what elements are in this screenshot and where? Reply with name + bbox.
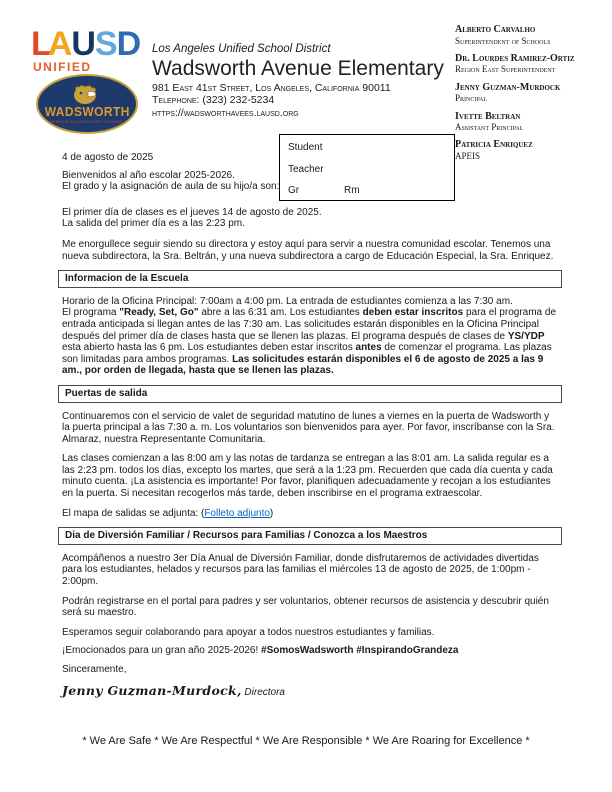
school-name: Wadsworth Avenue Elementary <box>152 57 444 80</box>
first-day-lines <box>62 207 556 230</box>
info-bold-inscritos: deben estar inscritos <box>362 307 464 319</box>
info-bold-solicitudes: Las solicitudes estarán disponibles el 6 de agosto de 2025 a las 9 am., por orden de llegada, hasta que se llenen las plazas. <box>62 353 544 377</box>
info-text: Horario de la Oficina Principal: 7:00am a 4:00 pm. La entrada de estudiantes comienza a las 7:30 am. <box>62 295 513 307</box>
hashtags: #SomosWadsworth #InspirandoGrandeza <box>261 645 459 657</box>
lausd-unified-label: UNIFIED <box>33 60 92 74</box>
teacher-label: Teacher <box>288 164 324 175</box>
official-region-superintendent <box>455 53 607 75</box>
puertas-paragraph-1: Continuaremos con el servicio de valet de seguridad matutino de lunes a viernes en la puerta de Wadsworth y la puerta principal a las 7:30 a. m. Los voluntarios son bienvenidos para ayer. Por favor, inscríbanse con la Sra. Almaraz, nuestra Representante Comunitaria. <box>62 410 555 445</box>
school-logo-name: WADSWORTH <box>44 104 130 119</box>
signature-role: Directora <box>244 686 285 698</box>
map-line-text: El mapa de salidas se adjunta: ( <box>62 507 205 519</box>
student-info-box <box>279 134 455 201</box>
section-header-informacion: Informacion de la Escuela <box>58 270 562 288</box>
lausd-logo <box>31 27 140 61</box>
grade-label: Gr <box>288 185 300 196</box>
official-name: Jenny Guzman-Murdock <box>455 81 561 93</box>
section-header-puertas: Puertas de salida <box>58 385 562 403</box>
closing-line: Sinceramente, <box>62 664 127 675</box>
official-principal <box>455 82 607 104</box>
official-name: Alberto Carvalho <box>455 24 536 35</box>
diversion-paragraph-1: Acompáñenos a nuestro 3er Día Anual de Diversión Familiar, donde disfrutaremos de actividades divertidas para los estudiantes, helados y recursos para las familias el miércoles 13 de agosto de 2025, de 1:00pm - 2:00pm. <box>62 552 539 588</box>
informacion-paragraph <box>62 296 556 377</box>
official-assistant-principal <box>455 111 607 133</box>
map-line-text: ) <box>269 507 274 519</box>
lausd-letter-a: A <box>47 25 72 63</box>
info-text: abre a las 6:31 am. Los estudiantes <box>198 307 363 319</box>
excited-line <box>62 645 556 657</box>
diversion-paragraph-3: Esperamos seguir colaborando para apoyar a todos nuestros estudiantes y familias. <box>62 626 435 638</box>
excited-text: ¡Emocionados para un gran año 2025-2026! <box>62 645 262 657</box>
welcome-paragraph: Me enorgullece seguir siendo su directora y estoy aquí para servir a nuestra comunidad escolar. Tenemos una nueva subdirectora, la Sra. Beltrán, y una nueva subdirectora a cargo de Educación Especial, la Sra. Enriquez. <box>62 238 554 262</box>
district-name: Los Angeles Unified School District <box>152 43 331 55</box>
info-text: El programa <box>62 307 120 319</box>
puertas-paragraph-2: Las clases comienzan a las 8:00 am y las notas de tardanza se entregan a las 8:01 am. La salida regular es a las 2:23 pm. todos los días, excepto los martes, que será a la 1:23 pm. Recuerden que cada día cuenta y cada minuto cuenta. ¡La asistencia es importante! Por favor, planifiquen adecuadamente y recojan a los estudiantes en la puerta. Si necesitan recogerlos más tarde, deben inscribirse en el programa extraescolar. <box>62 453 553 500</box>
lausd-letter-l: L <box>31 25 51 63</box>
lion-mascot-icon <box>70 84 104 104</box>
folleto-adjunto-link[interactable]: Folleto adjunto <box>204 507 270 519</box>
intro-line-1: Bienvenidos al año escolar 2025-2026. <box>62 169 235 181</box>
lausd-letter-s: S <box>94 25 117 63</box>
official-title: Principal <box>455 93 488 104</box>
official-name: Ivette Beltran <box>455 110 521 122</box>
footer-motto: * We Are Safe * We Are Respectful * We Are Responsible * We Are Roaring for Excellence * <box>82 735 530 747</box>
official-name: Patricia Enriquez <box>455 139 533 151</box>
diversion-paragraph-2: Podrán registrarse en el portal para padres y ser voluntarios, obtener recursos de asistencia y descubrir quién será su maestro. <box>62 595 549 619</box>
info-bold-ysydp: YS/YDP <box>507 330 545 342</box>
official-title: Assistant Principal <box>455 122 524 133</box>
intro-line-2: El grado y la asignación de aula de su hijo/a son: <box>62 181 280 193</box>
letter-date: 4 de agosto de 2025 <box>62 152 154 163</box>
school-logo-subtitle: AVENUE ELEMENTARY SCHOOL <box>50 119 124 124</box>
letterhead-center <box>152 43 452 119</box>
official-title: Superintendent of Schools <box>455 35 551 46</box>
section-header-diversion: Dia de Diversión Familiar / Recursos para Familias / Conozca a los Maestros <box>58 527 562 545</box>
signature-name: Jenny Guzman-Murdock, <box>62 682 242 698</box>
info-bold-antes: antes <box>355 342 382 354</box>
official-name: Dr. Lourdes Ramirez-Ortiz <box>455 52 575 64</box>
school-address: 981 East 41st Street, Los Angeles, California 90011 <box>152 82 391 95</box>
officials-list <box>455 24 607 168</box>
first-day-line-1: El primer día de clases es el jueves 14 de agosto de 2025. <box>62 206 322 218</box>
lausd-letter-u: U <box>71 25 95 63</box>
first-day-line-2: La salida del primer día es a las 2:23 pm. <box>62 218 245 230</box>
info-text: de comenzar el programa. Las plazas son limitadas para ambos programas. <box>62 342 552 365</box>
lausd-letter-d: D <box>116 25 141 63</box>
signature-line <box>62 684 556 699</box>
letter-body <box>62 152 556 698</box>
room-label: Rm <box>344 185 360 196</box>
official-title: Region East Superintendent <box>455 64 556 75</box>
wadsworth-school-logo <box>36 74 138 134</box>
info-text: para el programa de entrada anticipada si llegan antes de las 7:30 am. Las solicitudes estarán disponibles en la Oficina Principal después del primer día de clases hasta que se llenen las plazas. El programa después de clases de <box>62 307 557 342</box>
school-phone: Telephone: (323) 232-5234 <box>152 94 275 107</box>
school-website: https://wadsworthavees.lausd.org <box>152 106 299 119</box>
official-title: APEIS <box>455 150 481 161</box>
info-bold-ready-set-go: "Ready, Set, Go" <box>119 307 199 319</box>
official-superintendent <box>455 24 607 46</box>
student-label: Student <box>288 142 323 153</box>
map-line <box>62 508 556 520</box>
info-text: esta abierto hasta las 6 pm. Los estudiantes deben estar inscritos <box>62 342 356 354</box>
